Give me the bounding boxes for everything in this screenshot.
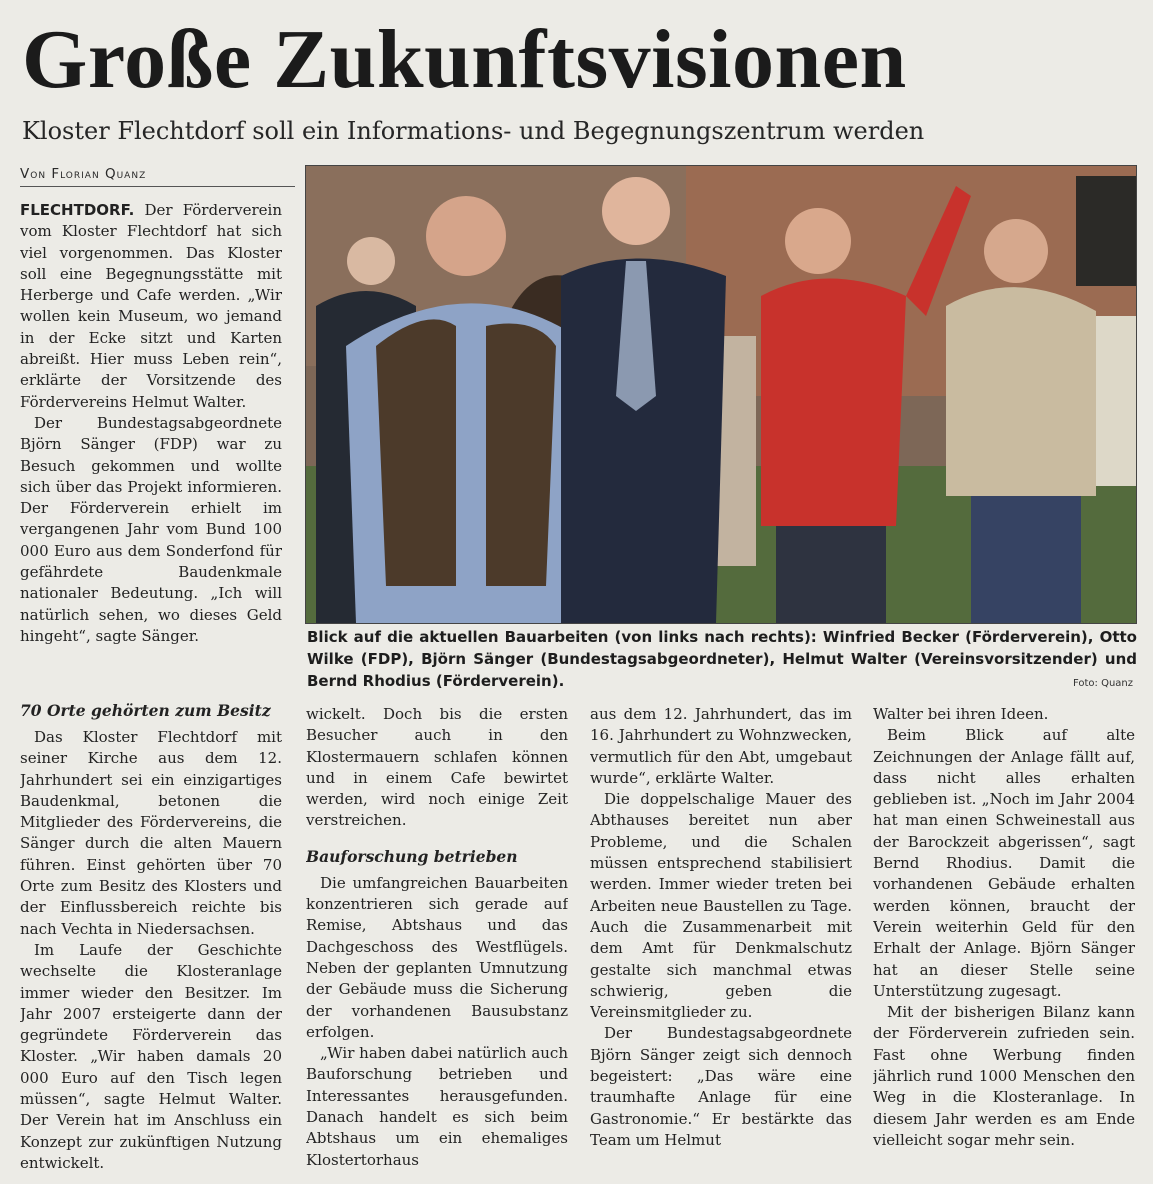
article-photo xyxy=(305,165,1137,624)
headline: Große Zukunftsvisionen xyxy=(22,13,907,106)
paragraph-6: „Wir haben dabei natürlich auch Bauforschung betrieben und Interessantes herausgefunden. Danach handelt es sich beim Abtshaus um ein ehemaliges Klostertorhaus xyxy=(306,1044,568,1169)
photo-credit: Foto: Quanz xyxy=(1072,678,1133,689)
byline: Von Florian Quanz xyxy=(20,164,295,187)
paragraph-5: Die umfangreichen Bauarbeiten konzentrieren sich gerade auf Remise, Abtshaus und das Dachgeschoss des Westflügels. Neben der geplanten Umnutzung der Gebäude muss die Sicherung der vorhandenen Bausubstanz erfolgen. xyxy=(306,873,568,1041)
paragraph-2: Der Bundestagsabgeordnete Björn Sänger (FDP) war zu Besuch gekommen und wollte sich über das Projekt informieren. Der Förderverein erhielt im vergangenen Jahr vom Bund 100 000 Euro aus dem Sonderfond für gefährdete Baudenkmale nationaler Bedeutung. „Ich will natürlich sehen, wo dieses Geld hingeht“, sagte Sänger. xyxy=(20,413,282,645)
article-column-3 xyxy=(590,704,852,1184)
article-column-1-lower xyxy=(20,696,282,1184)
paragraph-3: Das Kloster Flechtdorf mit seiner Kirche aus dem 12. Jahrhundert sei ein einzigartiges Baudenkmal, betonen die Mitglieder des Fördervereins, die Sänger durch die alten Mauern führen. Einst gehörten über 70 Orte zum Besitz des Klosters und der Einflussbereich reichte bis nach Vechta in Niedersachsen. xyxy=(20,728,282,938)
subheading-orte: 70 Orte gehörten zum Besitz xyxy=(20,701,271,720)
photo-illustration xyxy=(306,166,1136,623)
article-column-2 xyxy=(306,704,568,1184)
subheadline: Kloster Flechtdorf soll ein Informations- und Begegnungszentrum werden xyxy=(22,117,925,145)
photo-caption: Blick auf die aktuellen Bauarbeiten (von links nach rechts): Winfried Becker (Förderverein), Otto Wilke (FDP), Björn Sänger (Bundestagsabgeordneter), Helmut Walter (Vereinsvorsitzender) und Bernd Rhodius (Förderverein). xyxy=(307,628,1137,690)
paragraph-1-text: Der Förderverein vom Kloster Flechtdorf hat sich viel vorgenommen. Das Kloster soll eine Begegnungsstätte mit Herberge und Cafe werden. „Wir wollen kein Museum, wo jemand in der Ecke sitzt und Karten abreißt. Hier muss Leben rein“, erklärte der Vorsitzende des Fördervereins Helmut Walter. xyxy=(20,201,282,411)
paragraph-6-continued: aus dem 12. Jahrhundert, das im 16. Jahrhundert zu Wohnzwecken, vermutlich für den Abt, umgebaut wurde“, erklärte Walter. xyxy=(590,705,852,787)
subheading-bauforschung: Bauforschung betrieben xyxy=(306,846,518,866)
paragraph-8: Der Bundestagsabgeordnete Björn Sänger zeigt sich dennoch begeistert: „Das wäre eine traumhafte Anlage für eine Gastronomie.“ Er bestärkte das Team um Helmut xyxy=(590,1024,852,1149)
article-column-4 xyxy=(873,704,1135,1184)
paragraph-4-continued: wickelt. Doch bis die ersten Besucher auch in den Klostermauern schlafen können und in einem Cafe bewirtet werden, wird noch einige Zeit verstreichen. xyxy=(306,705,568,830)
paragraph-1 xyxy=(20,200,282,413)
paragraph-8-continued: Walter bei ihren Ideen. xyxy=(873,705,1049,723)
paragraph-9: Beim Blick auf alte Zeichnungen der Anlage fällt auf, dass nicht alles erhalten geblieben ist. „Noch im Jahr 2004 hat man einen Schweinestall aus der Barockzeit abgerissen“, sagt Bernd Rhodius. Damit die vorhandenen Gebäude erhalten werden können, braucht der Verein weiterhin Geld für den Erhalt der Anlage. Björn Sänger hat an dieser Stelle seine Unterstützung zugesagt. xyxy=(873,726,1135,1000)
dateline: FLECHTDORF. xyxy=(20,201,135,219)
paragraph-7: Die doppelschalige Mauer des Abthauses bereitet nun aber Probleme, und die Schalen müssen entsprechend stabilisiert werden. Immer wieder treten bei Arbeiten neue Baustellen zu Tage. Auch die Zusammenarbeit mit dem Amt für Denkmalschutz gestalte sich manchmal etwas schwierig, geben die Vereinsmitglieder zu. xyxy=(590,790,852,1022)
paragraph-4: Im Laufe der Geschichte wechselte die Klosteranlage immer wieder den Besitzer. Im Jahr 2007 ersteigerte dann der gegründete Förderverein das Kloster. „Wir haben damals 20 000 Euro auf den Tisch legen müssen“, sagte Helmut Walter. Der Verein hat im Anschluss ein Konzept zur zukünftigen Nutzung entwickelt. xyxy=(20,940,282,1172)
paragraph-10: Mit der bisherigen Bilanz kann der Förderverein zufrieden sein. Fast ohne Werbung finden jährlich rund 1000 Menschen den Weg in die Klosteranlage. In diesem Jahr werden es am Ende vielleicht sogar mehr sein. xyxy=(873,1003,1135,1149)
article-column-1 xyxy=(20,200,282,688)
